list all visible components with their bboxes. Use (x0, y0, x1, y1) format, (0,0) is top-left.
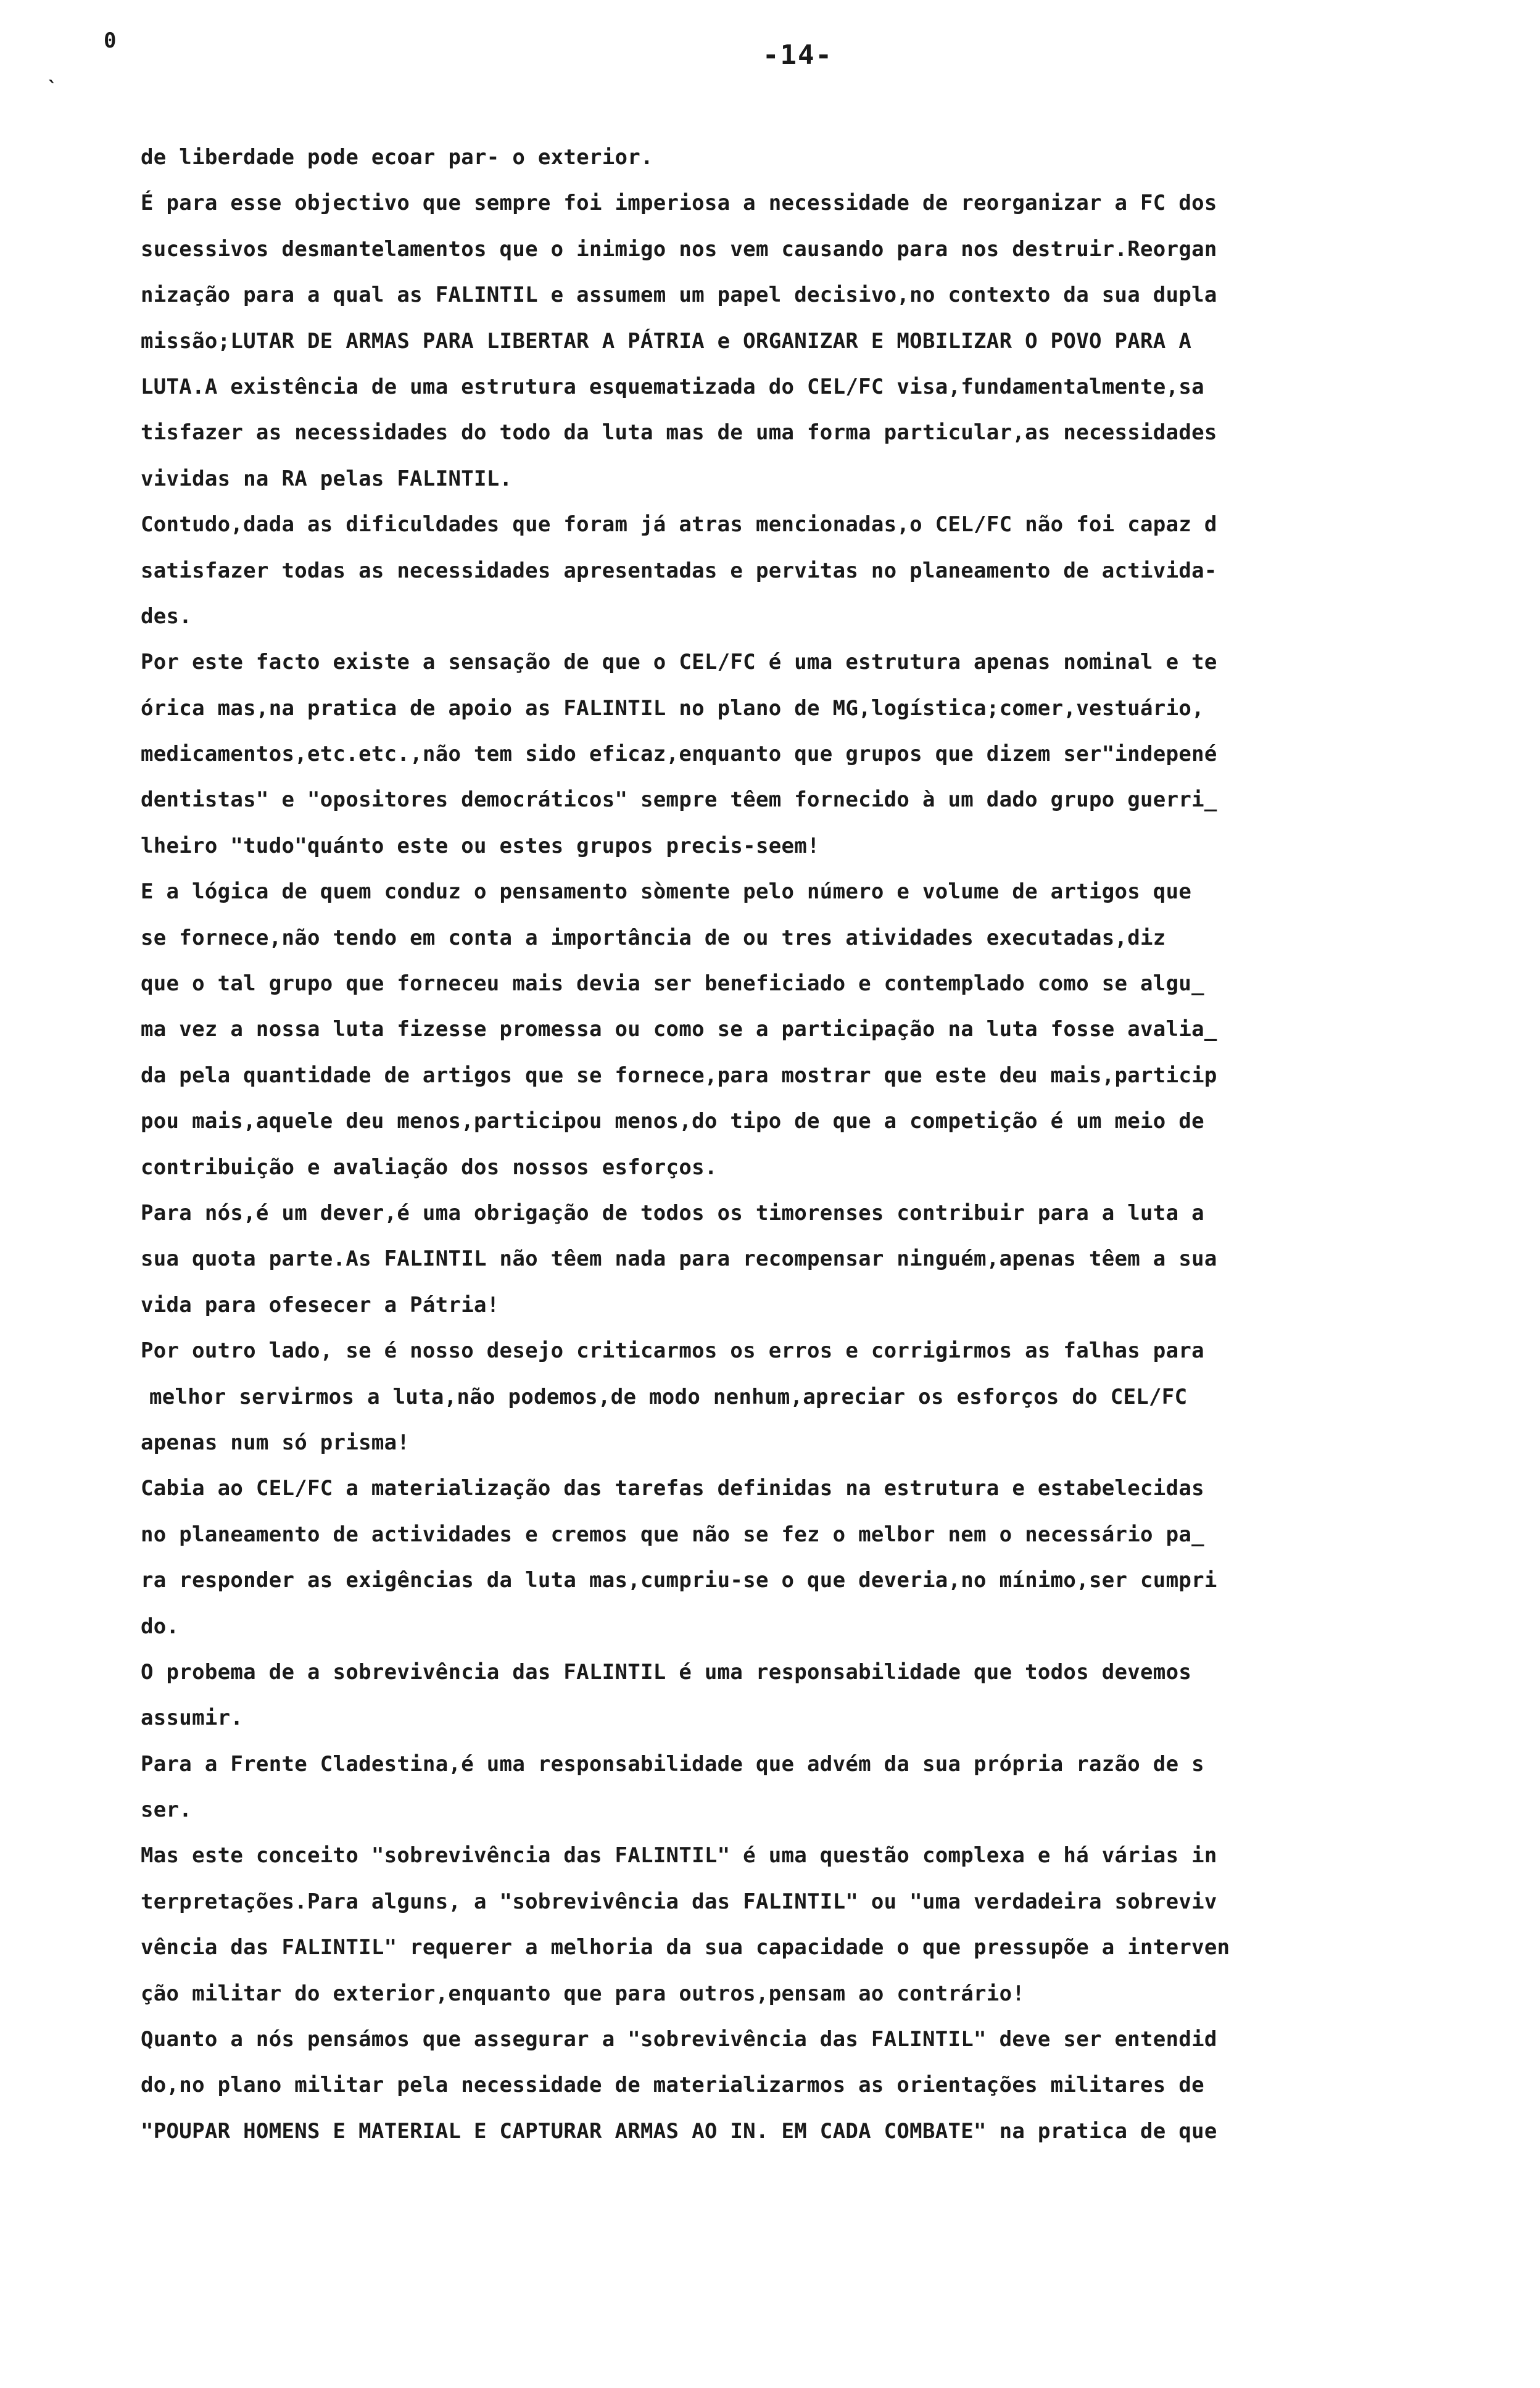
text-line: satisfazer todas as necessidades apresentadas e pervitas no planeamento de activida- (141, 558, 1217, 583)
text-line: ma vez a nossa luta fizesse promessa ou como se a participação na luta fosse avalia_ (141, 1017, 1217, 1042)
text-line: Mas este conceito "sobrevivência das FALINTIL" é uma questão complexa e há várias in (141, 1843, 1217, 1868)
text-line: Contudo,dada as dificuldades que foram já atras mencionadas,o CEL/FC não foi capaz d (141, 512, 1217, 537)
text-line: Cabia ao CEL/FC a materialização das tarefas definidas na estrutura e estabelecidas (141, 1476, 1204, 1501)
text-line: E a lógica de quem conduz o pensamento sòmente pelo número e volume de artigos que (141, 879, 1192, 905)
text-line: medicamentos,etc.etc.,não tem sido eficaz,enquanto que grupos que dizem ser"indepené (141, 742, 1217, 767)
text-line: apenas num só prisma! (141, 1430, 410, 1455)
text-line: contribuição e avaliação dos nossos esforços. (141, 1155, 718, 1180)
text-line: Para nós,é um dever,é uma obrigação de todos os timorenses contribuir para a luta a (141, 1200, 1204, 1225)
page-number: -14- (763, 39, 833, 71)
text-line: "POUPAR HOMENS E MATERIAL E CAPTURAR ARMAS AO IN. EM CADA COMBATE" na pratica de que (141, 2118, 1217, 2144)
text-line: melhor servirmos a luta,não podemos,de modo nenhum,apreciar os esforços do CEL/FC (149, 1384, 1188, 1409)
text-line: Para a Frente Cladestina,é uma responsabilidade que advém da sua própria razão de s (141, 1751, 1204, 1776)
text-line: LUTA.A existência de uma estrutura esquematizada do CEL/FC visa,fundamentalmente,sa (141, 374, 1204, 399)
text-line: do. (141, 1614, 180, 1639)
text-line: pou mais,aquele deu menos,participou menos,do tipo de que a competição é um meio de (141, 1109, 1204, 1134)
text-line: Por este facto existe a sensação de que o CEL/FC é uma estrutura apenas nominal e te (141, 650, 1217, 675)
text-line: É para esse objectivo que sempre foi imperiosa a necessidade de reorganizar a FC dos (141, 191, 1217, 216)
text-line: dentistas" e "opositores democráticos" sempre têem fornecido à um dado grupo guerri_ (141, 787, 1217, 813)
text-line: da pela quantidade de artigos que se fornece,para mostrar que este deu mais,particip (141, 1063, 1217, 1088)
text-line: de liberdade pode ecoar par- o exterior. (141, 145, 653, 170)
body-text (141, 135, 1430, 2154)
text-line: no planeamento de actividades e cremos que não se fez o melbor nem o necessário pa_ (141, 1522, 1204, 1547)
text-line: des. (141, 603, 192, 629)
text-line: órica mas,na pratica de apoio as FALINTIL no plano de MG,logística;comer,vestuário, (141, 695, 1204, 721)
text-line: ção militar do exterior,enquanto que para outros,pensam ao contrário! (141, 1981, 1025, 2006)
text-line: ser. (141, 1797, 192, 1823)
text-line: ra responder as exigências da luta mas,cumpriu-se o que deveria,no mínimo,ser cumpri (141, 1568, 1217, 1593)
text-line: assumir. (141, 1706, 244, 1731)
text-line: sua quota parte.As FALINTIL não têem nada para recompensar ninguém,apenas têem a sua (141, 1246, 1217, 1272)
text-line: que o tal grupo que forneceu mais devia ser beneficiado e contemplado como se algu_ (141, 971, 1204, 997)
text-line: vividas na RA pelas FALINTIL. (141, 466, 513, 491)
text-line: do,no plano militar pela necessidade de materializarmos as orientações militares de (141, 2073, 1204, 2098)
text-line: nização para a qual as FALINTIL e assumem um papel decisivo,no contexto da sua dupla (141, 283, 1217, 308)
text-line: se fornece,não tendo em conta a importância de ou tres atividades executadas,diz (141, 925, 1166, 950)
text-line: vida para ofesecer a Pátria! (141, 1292, 500, 1317)
text-line: Quanto a nós pensámos que assegurar a "sobrevivência das FALINTIL" deve ser entendid (141, 2027, 1217, 2052)
text-line: missão;LUTAR DE ARMAS PARA LIBERTAR A PÁTRIA e ORGANIZAR E MOBILIZAR O POVO PARA A (141, 328, 1192, 354)
text-line: O probema de a sobrevivência das FALINTIL é uma responsabilidade que todos devemos (141, 1659, 1192, 1685)
text-line: vência das FALINTIL" requerer a melhoria da sua capacidade o que pressupõe a interven (141, 1935, 1230, 1960)
text-line: lheiro "tudo"quánto este ou estes grupos precis-seem! (141, 833, 820, 858)
text-line: sucessivos desmantelamentos que o inimigo nos vem causando para nos destruir.Reorgan (141, 236, 1217, 262)
text-line: terpretações.Para alguns, a "sobrevivência das FALINTIL" ou "uma verdadeira sobreviv (141, 1889, 1217, 1914)
corner-mark: 0 (104, 28, 117, 53)
text-line: Por outro lado, se é nosso desejo criticarmos os erros e corrigirmos as falhas para (141, 1338, 1204, 1364)
stray-mark: ` (47, 78, 59, 99)
text-line: tisfazer as necessidades do todo da luta mas de uma forma particular,as necessidades (141, 420, 1217, 446)
